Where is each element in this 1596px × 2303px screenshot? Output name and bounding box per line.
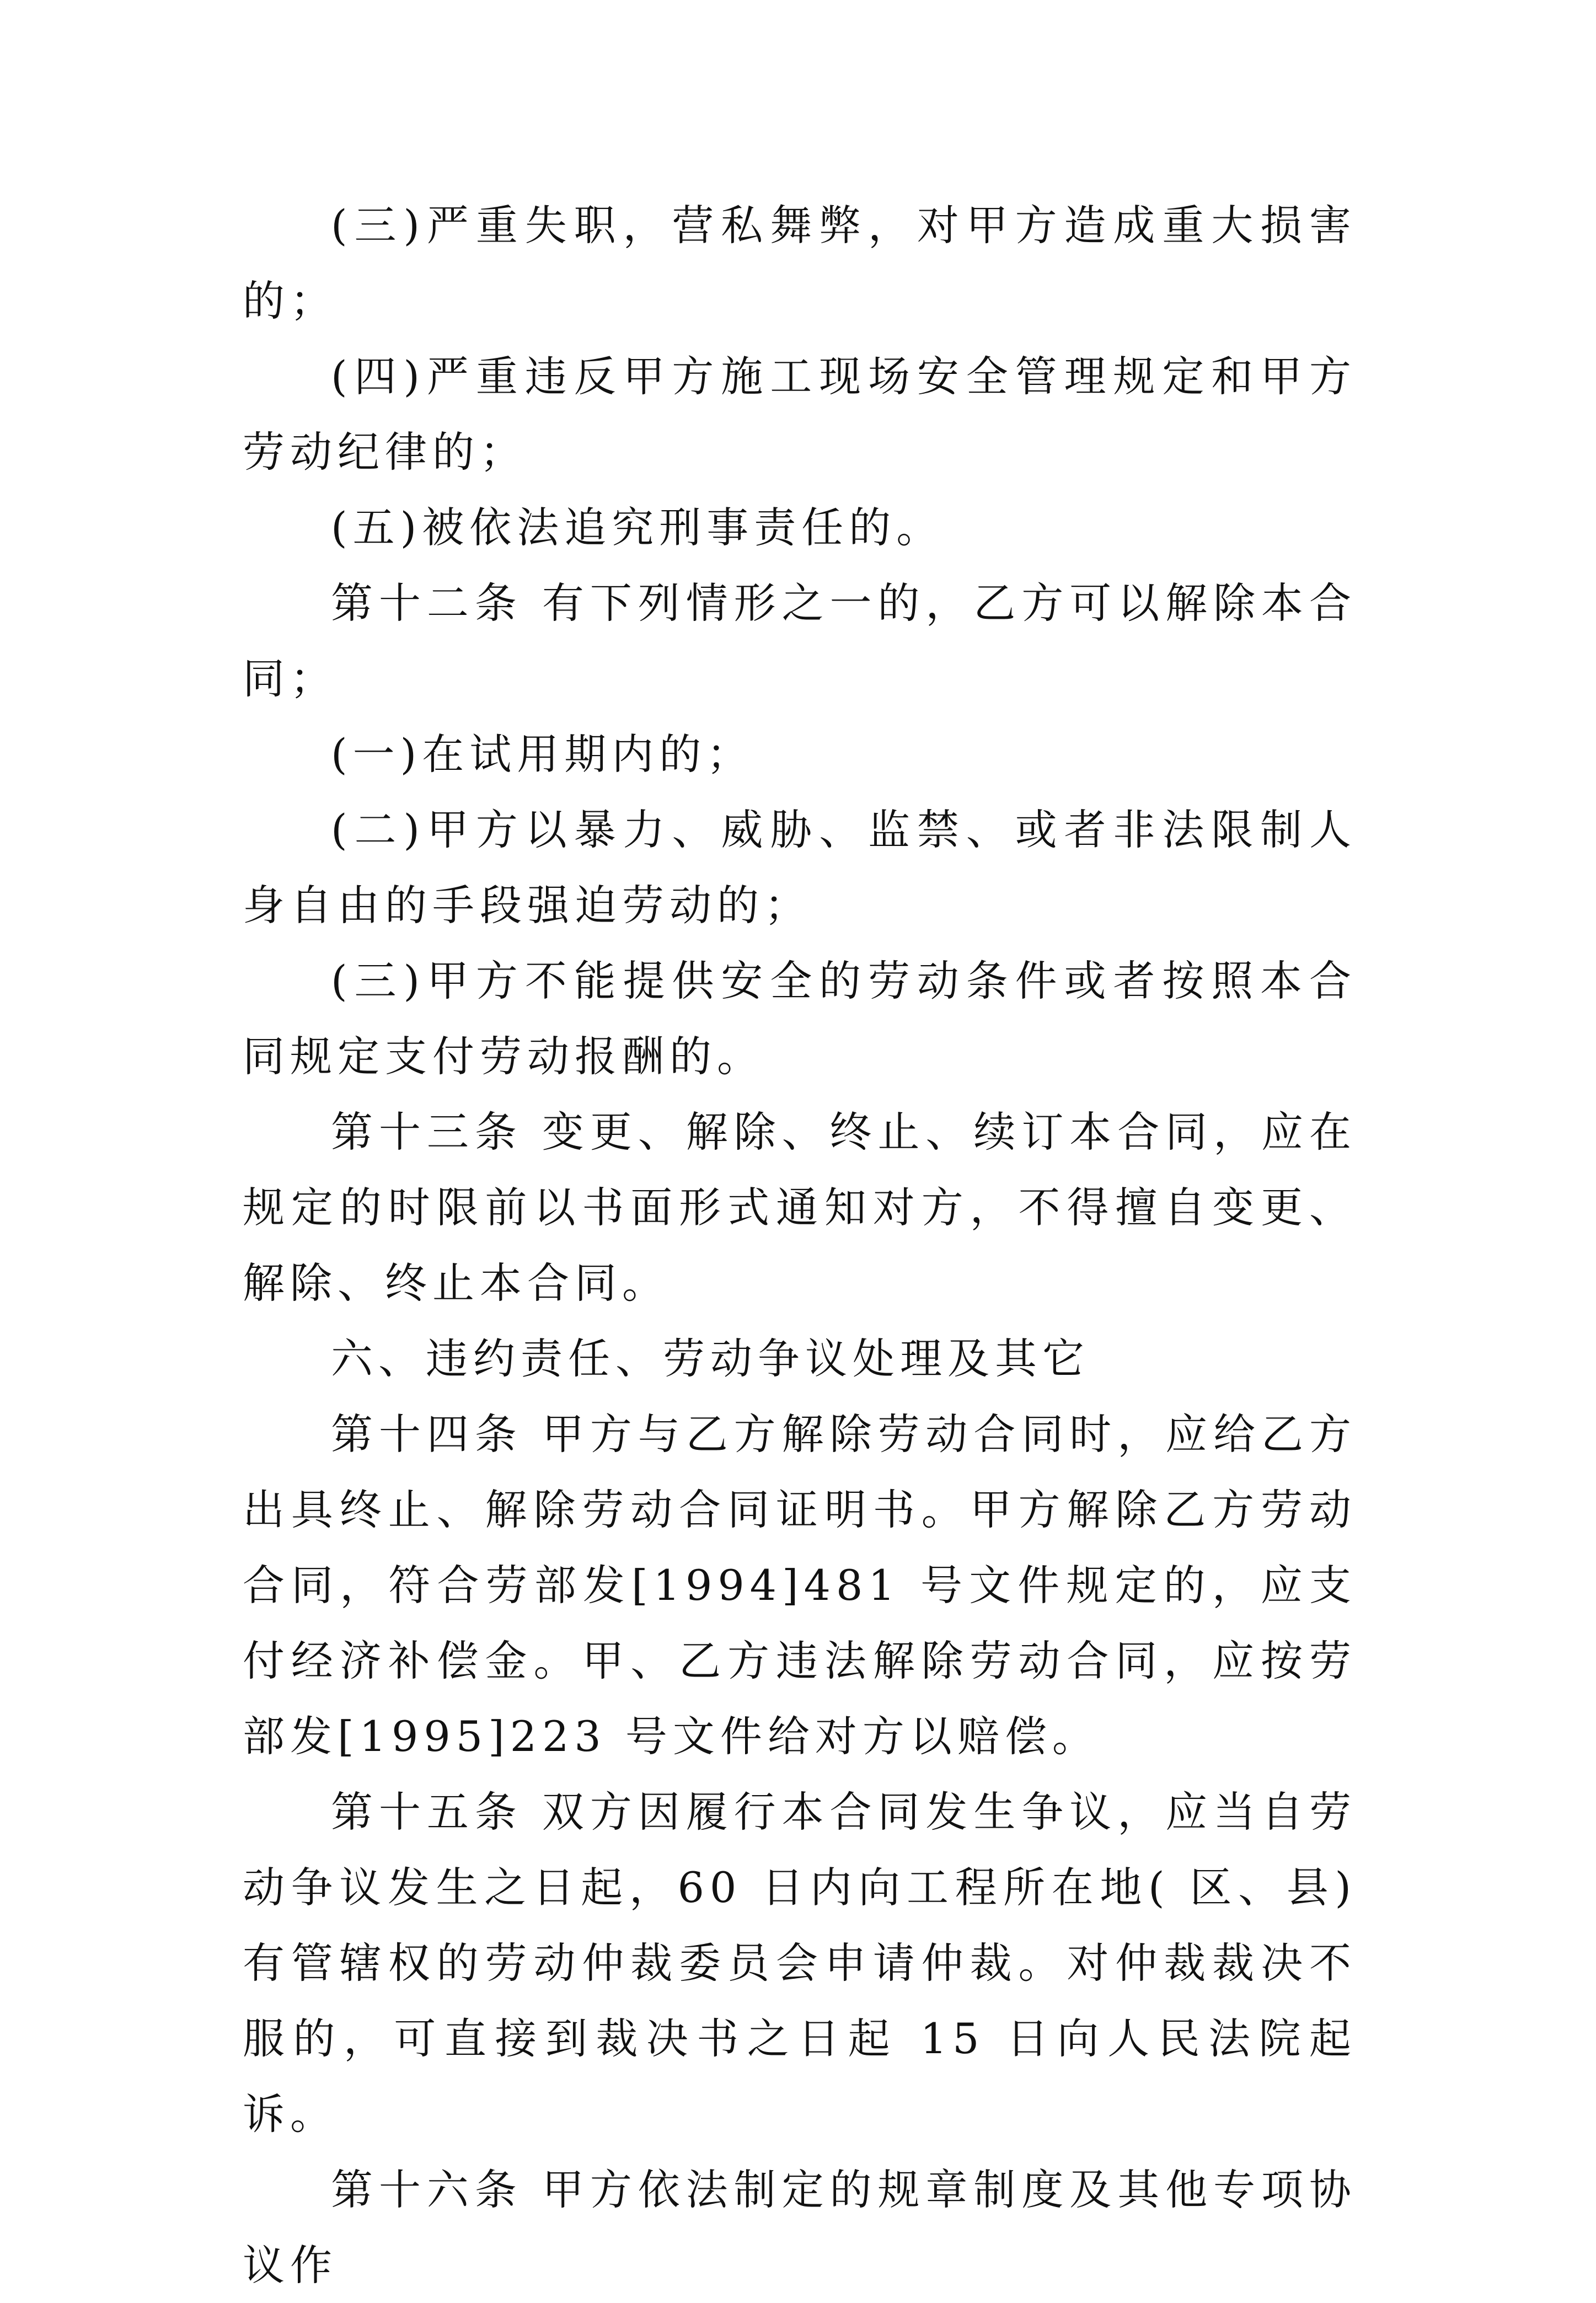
section-6-heading: 六、违约责任、劳动争议处理及其它 — [331, 1334, 1090, 1383]
document-body — [243, 188, 1357, 2303]
clause-item-4-safety-violation: (四)严重违反甲方施工现场安全管理规定和甲方劳动纪律的； — [243, 352, 1357, 476]
article-14: 第十四条 甲方与乙方解除劳动合同时，应给乙方出具终止、解除劳动合同证明书。甲方解除乙方劳动合同，符合劳部发[1994]481 号文件规定的，应支付经济补偿金。甲、乙方违法解除劳动合同，应按劳部发[1995]223 号文件给对方以赔偿。 — [243, 1410, 1357, 1761]
article-12-item-1: (一)在试用期内的； — [331, 730, 754, 779]
article-16: 第十六条 甲方依法制定的规章制度及其他专项协议作 — [243, 2165, 1357, 2290]
clause-item-3-serious-dereliction: (三)严重失职，营私舞弊，对甲方造成重大损害的； — [243, 201, 1357, 325]
article-12-item-2: (二)甲方以暴力、威胁、监禁、或者非法限制人身自由的手段强迫劳动的； — [243, 805, 1357, 930]
article-15: 第十五条 双方因履行本合同发生争议，应当自劳动争议发生之日起，60 日内向工程所在地( 区、县)有管辖权的劳动仲裁委员会申请仲裁。对仲裁裁决不服的，可直接到裁决书之日起 15 日向人民法院起诉。 — [243, 1787, 1357, 2139]
article-12-item-3: (三)甲方不能提供安全的劳动条件或者按照本合同规定支付劳动报酬的。 — [243, 956, 1357, 1081]
article-13: 第十三条 变更、解除、终止、续订本合同，应在规定的时限前以书面形式通知对方，不得擅自变更、解除、终止本合同。 — [243, 1107, 1357, 1308]
clause-item-5-criminal-liability: (五)被依法追究刑事责任的。 — [331, 503, 944, 552]
article-12-heading: 第十二条 有下列情形之一的，乙方可以解除本合同； — [243, 579, 1357, 703]
